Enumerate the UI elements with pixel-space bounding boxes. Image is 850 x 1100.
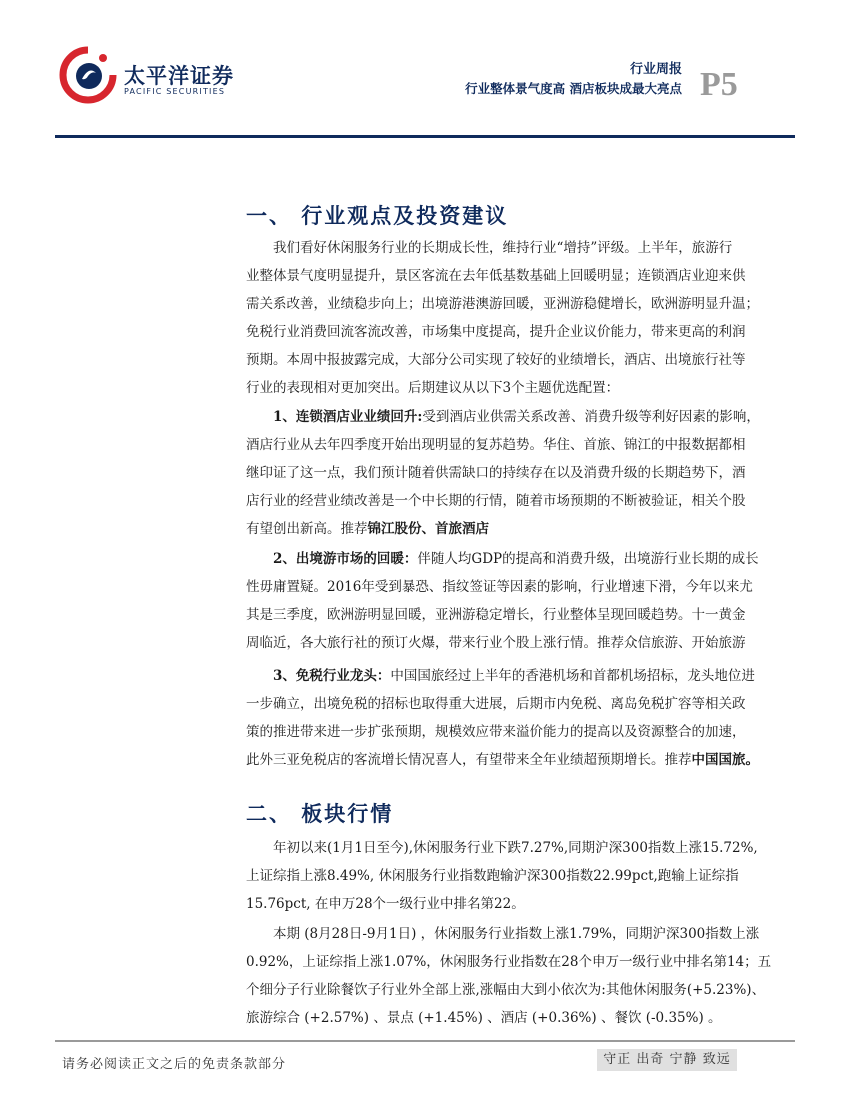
brand-name-en: PACIFIC SECURITIES xyxy=(124,87,226,96)
paragraph-line: 店行业的经营业绩改善是一个中长期的行情，随着市场预期的不断被验证，相关个股 xyxy=(246,493,746,509)
paragraph-line: 上证综指上涨8.49%, 休闲服务行业指数跑输沪深300指数22.99pct,跑输上证综指 xyxy=(246,868,739,884)
recommended-stocks: 中国国旅。 xyxy=(691,752,759,768)
paragraph-line: 本期 (8月28日-9月1日) ，休闲服务行业指数上涨1.79%，同期沪深300指数上涨 xyxy=(273,926,760,942)
recommended-stocks: 锦江股份、首旅酒店 xyxy=(367,521,489,537)
header-divider xyxy=(55,135,795,138)
report-type: 行业周报 xyxy=(629,62,682,77)
paragraph-line xyxy=(246,515,760,543)
paragraph-text: 受到酒店业供需关系改善、消费升级等利好因素的影响， xyxy=(422,409,760,425)
paragraph-text: 伴随人均GDP的提高和消费升级，出境游行业长期的成长 xyxy=(417,551,759,567)
theme-dutyfree-paragraph xyxy=(246,662,759,774)
theme-hotel-lead: 1、连锁酒店业业绩回升: xyxy=(273,409,423,425)
paragraph-line: 一步确立，出境免税的招标也取得重大进展，后期市内免税、离岛免税扩容等相关政 xyxy=(246,696,746,712)
paragraph-line: 旅游综合 (+2.57%) 、景点 (+1.45%) 、酒店 (+0.36%) 、餐饮 (-0.35%) 。 xyxy=(246,1010,722,1026)
section-heading-sector-performance: 二、 板块行情 xyxy=(246,801,394,826)
paragraph-line xyxy=(246,545,759,573)
paragraph-line xyxy=(246,746,759,774)
paragraph-text: 此外三亚免税店的客流增长情况喜人，有望带来全年业绩超预期增长。推荐 xyxy=(246,752,692,768)
paragraph-line: 我们看好休闲服务行业的长期成长性，维持行业“增持”评级。上半年，旅游行 xyxy=(273,240,733,256)
theme-outbound-lead: 2、出境游市场的回暖： xyxy=(273,551,418,567)
theme-dutyfree-lead: 3、免税行业龙头： xyxy=(273,668,391,684)
paragraph-line: 策的推进带来进一步扩张预期，规模效应带来溢价能力的提高以及资源整合的加速， xyxy=(246,724,746,740)
footer-divider xyxy=(55,1040,795,1042)
paragraph-line: 预期。本周中报披露完成，大部分公司实现了较好的业绩增长，酒店、出境旅行社等 xyxy=(246,352,746,368)
paragraph-line: 其是三季度，欧洲游明显回暖，亚洲游稳定增长，行业整体呈现回暖趋势。十一黄金 xyxy=(246,607,746,623)
paragraph-line: 性毋庸置疑。2016年受到暴恐、指纹签证等因素的影响，行业增速下滑，今年以来尤 xyxy=(246,579,753,595)
paragraph-line: 周临近，各大旅行社的预订火爆，带来行业个股上涨行情。推荐众信旅游、开始旅游 xyxy=(246,635,746,651)
pacific-securities-logo xyxy=(58,46,118,104)
brand-name-cn: 太平洋证券 xyxy=(124,64,234,88)
paragraph-line: 15.76pct, 在申万28个一级行业中排名第22。 xyxy=(246,896,525,912)
section-heading-investment-advice: 一、 行业观点及投资建议 xyxy=(246,203,509,228)
report-title: 行业整体景气度高 酒店板块成最大亮点 xyxy=(465,81,682,96)
paragraph-line xyxy=(246,403,760,431)
page-number: P5 xyxy=(700,66,738,103)
paragraph-line xyxy=(246,662,759,690)
paragraph-line: 继印证了这一点，我们预计随着供需缺口的持续存在以及消费升级的长期趋势下，酒 xyxy=(246,465,746,481)
footer-disclaimer: 请务必阅读正文之后的免责条款部分 xyxy=(62,1057,287,1072)
paragraph-line: 行业的表现相对更加突出。后期建议从以下3个主题优选配置： xyxy=(246,380,620,396)
paragraph-line: 酒店行业从去年四季度开始出现明显的复苏趋势。华住、首旅、锦江的中报数据都相 xyxy=(246,437,746,453)
weekly-performance-paragraph xyxy=(246,920,771,1032)
theme-hotel-paragraph xyxy=(246,403,760,543)
paragraph-text: 中国国旅经过上半年的香港机场和首都机场招标，龙头地位进 xyxy=(390,668,755,684)
paragraph-text: 有望创出新高。推荐 xyxy=(246,521,368,537)
paragraph-line: 年初以来(1月1日至今),休闲服务行业下跌7.27%,同期沪深300指数上涨15.72%, xyxy=(273,840,758,856)
intro-paragraph xyxy=(246,234,759,402)
paragraph-line: 个细分子行业除餐饮子行业外全部上涨,涨幅由大到小依次为:其他休闲服务(+5.23%)、 xyxy=(246,982,766,998)
paragraph-line: 0.92%，上证综指上涨1.07%，休闲服务行业指数在28个申万一级行业中排名第14；五 xyxy=(246,954,772,970)
paragraph-line: 免税行业消费回流客流改善，市场集中度提高，提升企业议价能力，带来更高的利润 xyxy=(246,324,746,340)
theme-outbound-paragraph xyxy=(246,545,759,657)
ytd-performance-paragraph xyxy=(246,834,758,918)
footer-motto: 守正 出奇 宁静 致远 xyxy=(597,1049,737,1071)
paragraph-line: 需关系改善，业绩稳步向上；出境游港澳游回暖，亚洲游稳健增长，欧洲游明显升温； xyxy=(246,296,759,312)
paragraph-line: 业整体景气度明显提升，景区客流在去年低基数基础上回暖明显；连锁酒店业迎来供 xyxy=(246,268,746,284)
